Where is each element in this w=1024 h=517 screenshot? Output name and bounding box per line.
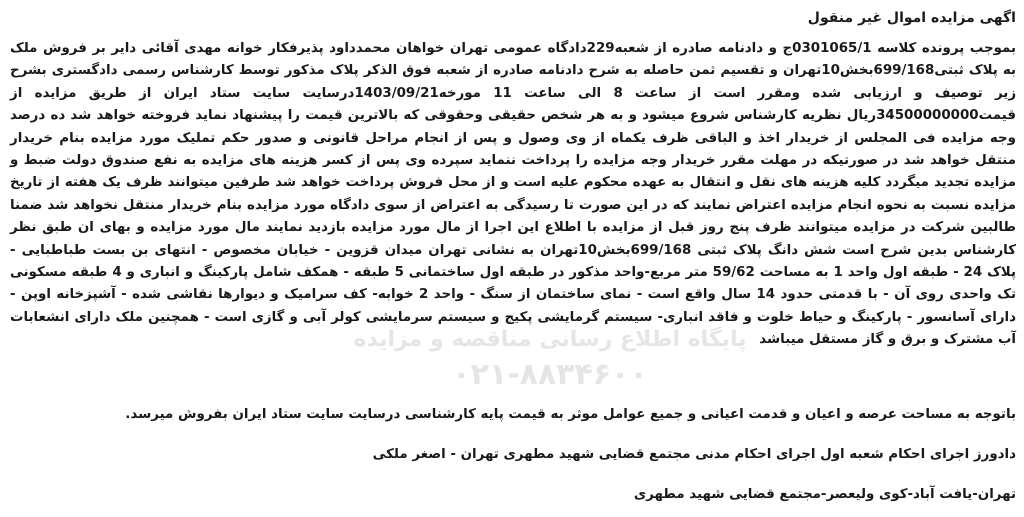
notice-signature-line: دادورز اجرای احکام شعبه اول اجرای احکام مدنی مجتمع قضایی شهید مطهری تهران - اصغر ملکی	[372, 447, 1016, 462]
watermark-phone: ۰۲۱-۸۸۳۴۶۰۰	[452, 357, 648, 392]
notice-title: اگهی مزایده اموال غیر منقول	[807, 10, 1016, 26]
notice-sale-basis-paragraph: باتوجه به مساحت عرصه و اعیان و قدمت اعیانی و جمیع عوامل موثر به قیمت پایه کارشناسی درسایت سایت ستاد ایران بفروش میرسد.	[125, 407, 1016, 422]
notice-address-line: تهران-یافت آباد-کوی ولیعصر-مجتمع قضایی شهید مطهری	[633, 487, 1016, 502]
notice-main-paragraph: بموجب پرونده کلاسه 0301065/1ج و دادنامه صادره از شعبه229دادگاه عمومی تهران خواهان محمدداود پذیرفکار خوانه مهدی آقائی دایر بر فروش ملک به پلاک ثبتی699/168بخش10تهران و تقسیم ثمن حاصله به شرح دادنامه صادره از شعبه فوق الذکر پلاک مذکور توسط کارشناس رسمی دادگستری بشرح زیر توصیف و ارزیابی شده ومقرر است از ساعت 8 الی ساعت 11 مورخه1403/09/21درسایت سایت ستاد ایران از طریق مزایده از قیمت34500000000ریال نظریه کارشناس شروع میشود و به هر شخص حقیقی وحقوقی که بالاترین قیمت را پیشنهاد نماید فروخته خواهد شد ده درصد وجه مزایده فی المجلس از خریدار اخذ و الباقی ظرف یکماه از وی وصول و پس از انجام مراحل قانونی و صدور حکم تملیک مورد مزایده بنام خریدار منتقل خواهد شد در صورتیکه در مهلت مقرر خریدار وجه مزایده را پرداخت ننماید سپرده وی پس از کسر هزینه های مزایده به نفع صندوق دولت ضبط و مزایده تجدید میگردد کلیه هزینه های نقل و انتقال به عهده محکوم علیه است و از محل فروش پرداخت خواهد شد طرفین میتوانند ظرف یک هفته از تاریخ مزایده نسبت به نحوه انجام مزایده اعتراض نمایند که در این صورت تا رسیدگی به اعتراض از سوی دادگاه مورد مزایده بنام خریدار منتقل نخواهد شد ضمنا طالبین شرکت در مزایده میتوانند ظرف پنج روز قبل از مزایده با اطلاع این اجرا از مال مورد مزایده بازدید نمایند مال مورد مزایده و بهای ان طبق نظر کارشناس بدین شرح است شش دانگ پلاک ثبتی 699/168بخش10تهران به نشانی تهران میدان قزوین - خیابان مخصوص - انتهای بن بست طباطبایی - پلاک 24 - طبقه اول واحد 1 به مساحت 59/62 متر مربع-واحد مذکور در طبقه اول ساختمانی 5 طبقه - همکف شامل پارکینگ و انباری و 4 طبقه مسکونی تک واحدی روی آن - با قدمتی حدود 14 سال واقع است - نمای ساختمان از سنگ - واحد 2 خوابه- کف سرامیک و دیوارها نقاشی شده - آشپزخانه اوپن - دارای آسانسور - پارکینگ و حیاط خلوت و فاقد انباری- سیستم گرمایشی پکیج و سیستم سرمایشی کولر آبی و گازی است - همچنین ملک دارای انشعابات آب مشترک و برق و گاز مستقل میباشد	[10, 41, 1017, 348]
watermark-text: پایگاه اطلاع رسانی مناقصه و مزایده	[353, 327, 747, 352]
